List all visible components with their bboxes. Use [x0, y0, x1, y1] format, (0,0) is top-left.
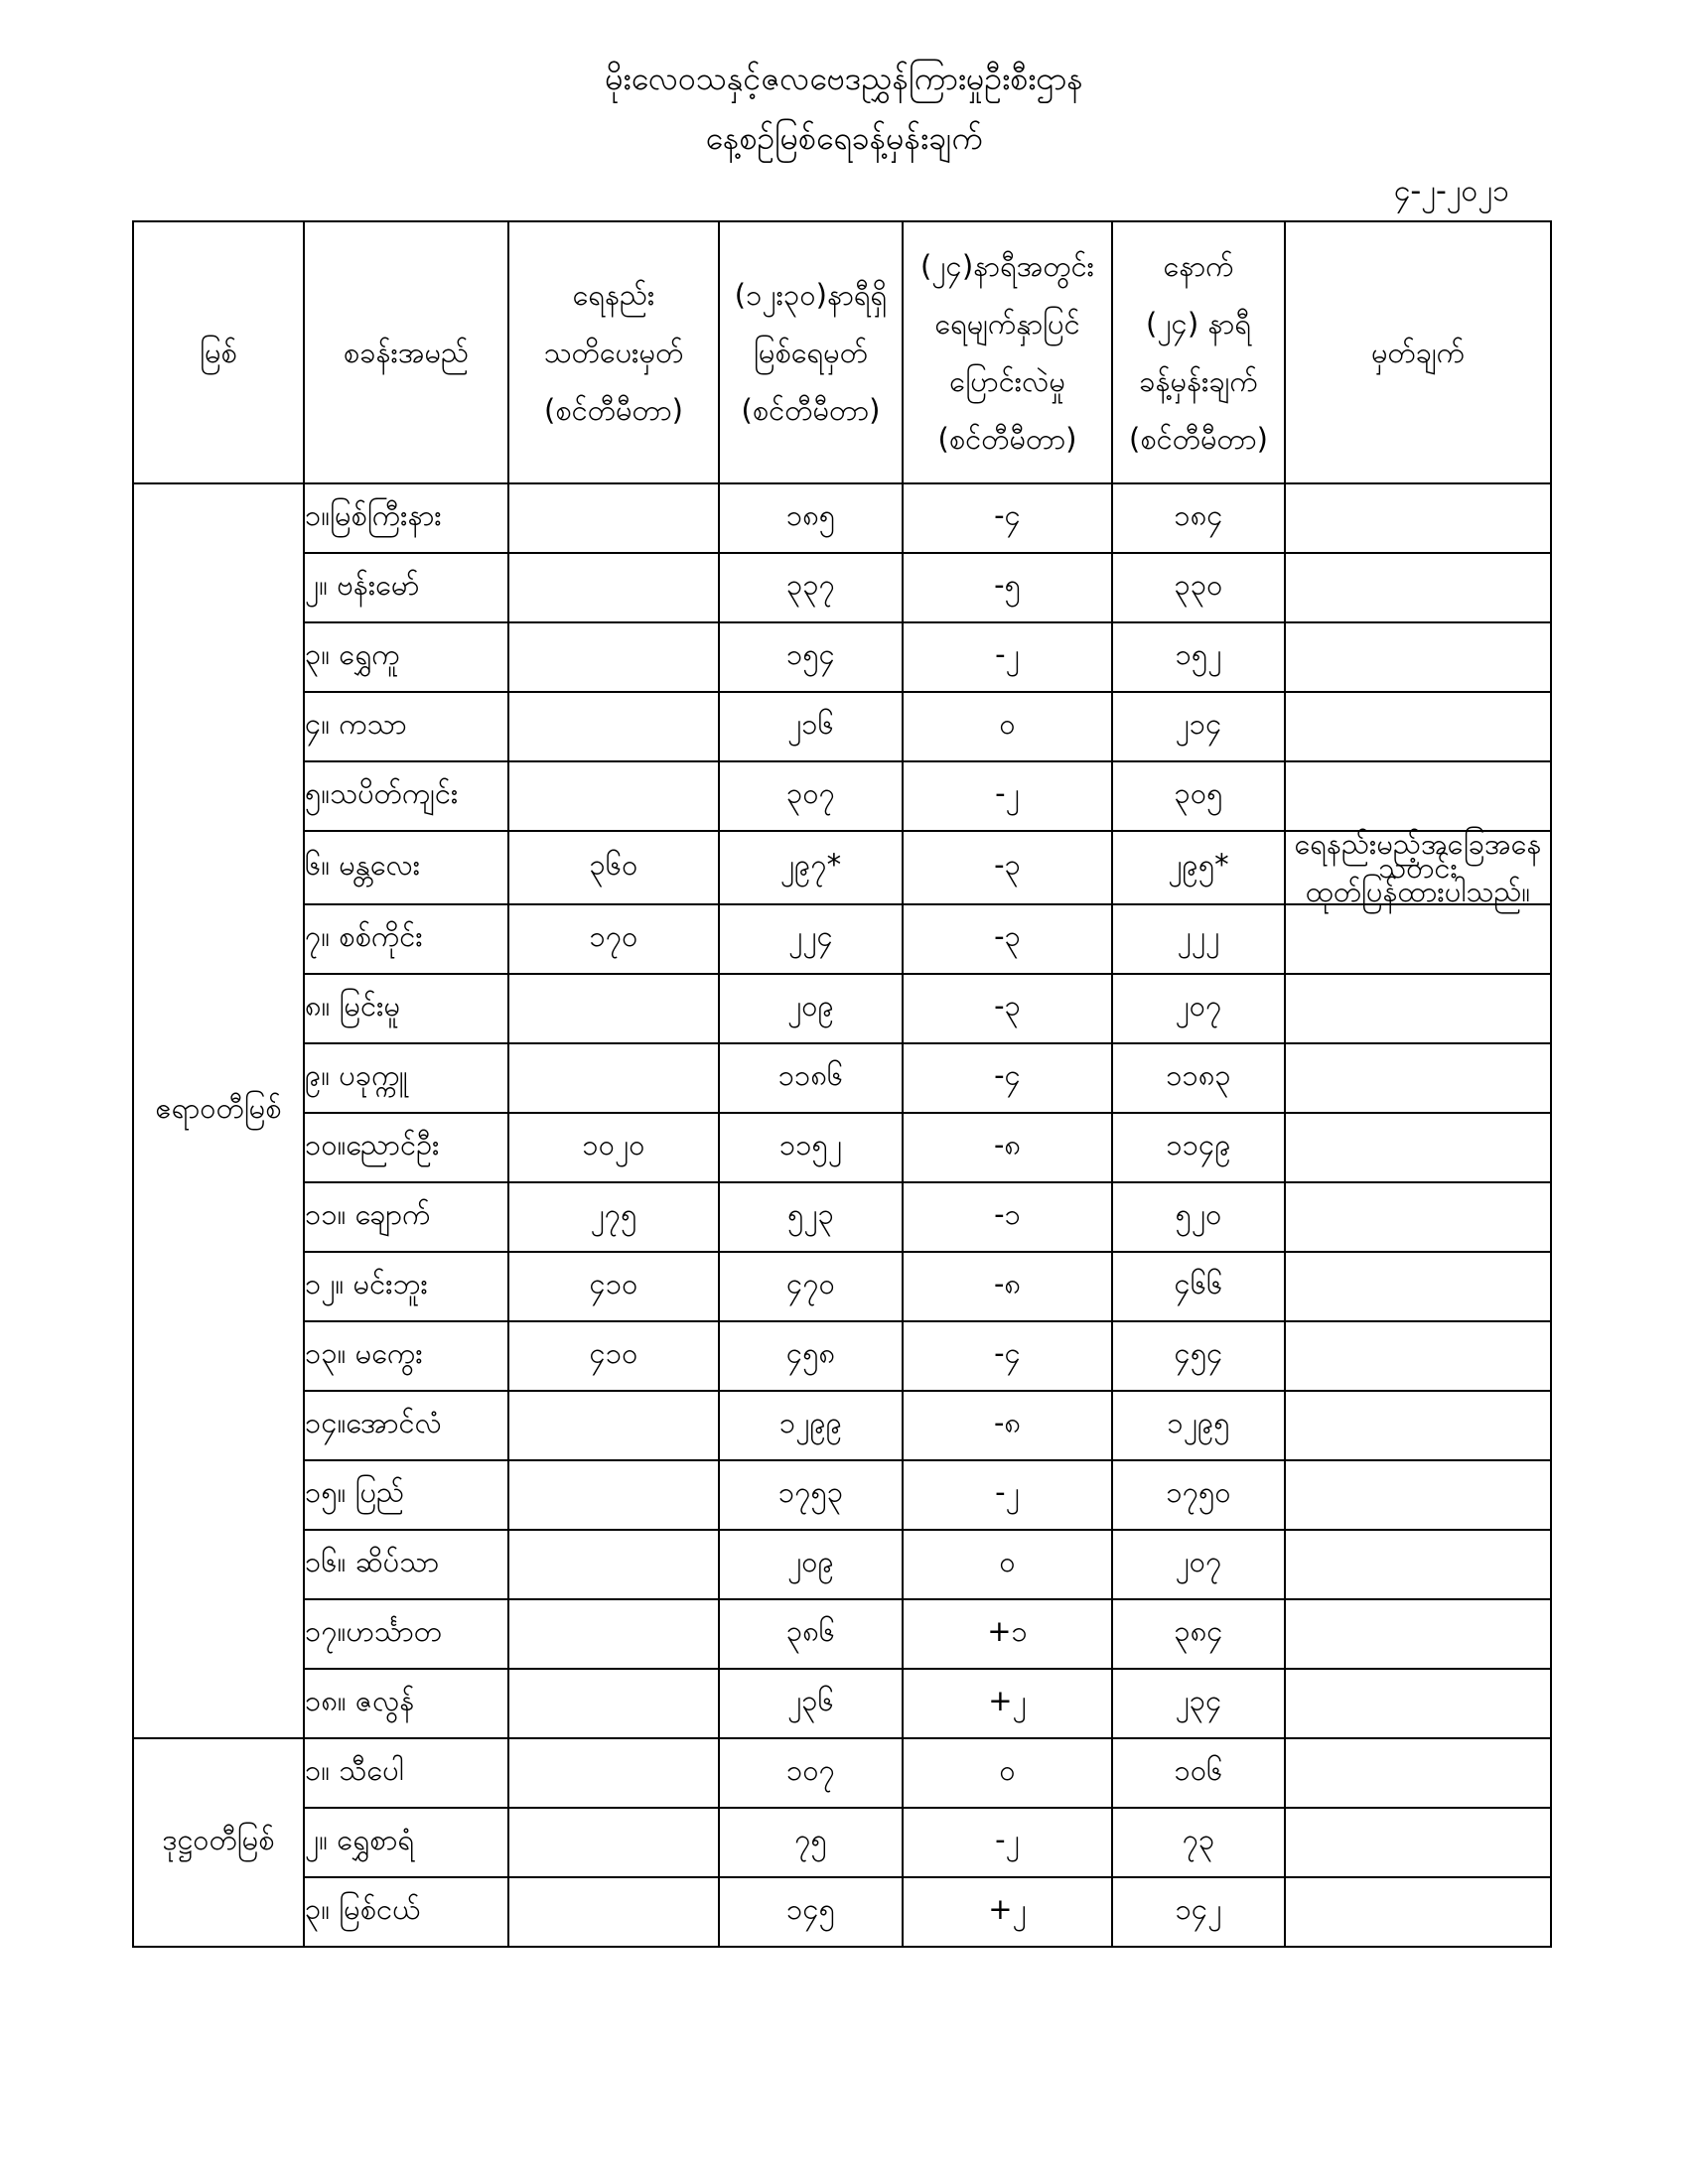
- forecast-level: ၂၂၂: [1112, 904, 1285, 974]
- remark-cell: [1285, 1599, 1551, 1669]
- table-row: [133, 692, 1551, 761]
- col-header-forecast: နောက် (၂၄) နာရီ ခန့်မှန်းချက် (စင်တီမီတာ): [1112, 221, 1285, 483]
- table-row: [133, 1460, 1551, 1530]
- remark-cell: [1285, 1738, 1551, 1808]
- remark-cell: [1285, 622, 1551, 692]
- table-row: [133, 1530, 1551, 1599]
- water-level: ၁၅၄: [719, 622, 903, 692]
- remark-cell: [1285, 827, 1551, 908]
- page-title: မိုးလေဝသနှင့်ဇလဗေဒညွှန်ကြားမှုဦးစီးဌာန: [605, 60, 1083, 97]
- forecast-level: ၃၀၅: [1112, 761, 1285, 831]
- remark-cell: [1285, 1669, 1551, 1738]
- forecast-level: ၃၈၄: [1112, 1599, 1285, 1669]
- table-row: [133, 831, 1551, 904]
- water-level: ၂၀၉: [719, 1530, 903, 1599]
- remark-cell: [1285, 483, 1551, 553]
- water-level: ၄၅၈: [719, 1321, 903, 1391]
- warning-level: [508, 1669, 719, 1738]
- level-change: +၂: [903, 1877, 1112, 1947]
- warning-level: ၂၇၅: [508, 1182, 719, 1252]
- level-change: ၀: [903, 692, 1112, 761]
- level-change: +၂: [903, 1669, 1112, 1738]
- report-date: ၄-၂-၂၀၂၁: [1393, 174, 1509, 208]
- water-level: ၂၂၄: [719, 904, 903, 974]
- level-change: -၅: [903, 553, 1112, 622]
- warning-level: [508, 1391, 719, 1460]
- water-level: ၂၀၉: [719, 974, 903, 1043]
- level-change: -၂: [903, 761, 1112, 831]
- table-row: [133, 1391, 1551, 1460]
- col-header-river: မြစ်: [133, 221, 304, 483]
- col-header-water-level: (၁၂း၃၀)နာရီရှိ မြစ်ရေမှတ် (စင်တီမီတာ): [719, 221, 903, 483]
- station-name: ၁၁။ ချောက်: [304, 1182, 508, 1252]
- station-name: ၁၇။ဟင်္သာတ: [304, 1599, 508, 1669]
- station-name: ၆။ မန္တလေး: [304, 831, 508, 904]
- remark-cell: [1285, 1808, 1551, 1877]
- table-row: [133, 1182, 1551, 1252]
- warning-level: [508, 1808, 719, 1877]
- warning-level: [508, 692, 719, 761]
- table-row: [133, 622, 1551, 692]
- forecast-level: ၁၅၂: [1112, 622, 1285, 692]
- station-name: ၅။သပိတ်ကျင်း: [304, 761, 508, 831]
- remark-line: ရေနည်းမည့်အခြေအနေသတင်း: [1294, 827, 1542, 885]
- col-header-station: စခန်းအမည်: [304, 221, 508, 483]
- forecast-level: ၂၃၄: [1112, 1669, 1285, 1738]
- water-level: ၂၉၇*: [719, 831, 903, 904]
- forecast-level: ၂၀၇: [1112, 1530, 1285, 1599]
- col-header-warning-level: ရေနည်း သတိပေးမှတ် (စင်တီမီတာ): [508, 221, 719, 483]
- level-change: -၈: [903, 1391, 1112, 1460]
- table-header-row: [133, 221, 1551, 483]
- station-name: ၃။ ရွှေကူ: [304, 622, 508, 692]
- forecast-level: ၁၁၈၃: [1112, 1043, 1285, 1113]
- station-name: ၁၀။ညောင်ဦး: [304, 1113, 508, 1182]
- remark-cell: [1285, 974, 1551, 1043]
- forecast-level: ၄၅၄: [1112, 1321, 1285, 1391]
- remark-line: ထုတ်ပြန်ထားပါသည်။: [1305, 875, 1531, 908]
- level-change: ၀: [903, 1738, 1112, 1808]
- level-change: -၂: [903, 622, 1112, 692]
- table-row: [133, 761, 1551, 831]
- station-name: ၄။ ကသာ: [304, 692, 508, 761]
- water-level: ၄၇၀: [719, 1252, 903, 1321]
- table-row: [133, 1669, 1551, 1738]
- warning-level: ၄၁၀: [508, 1252, 719, 1321]
- forecast-level: ၃၃၀: [1112, 553, 1285, 622]
- level-change: -၃: [903, 974, 1112, 1043]
- level-change: -၄: [903, 483, 1112, 553]
- station-name: ၁၈။ ဇလွန်: [304, 1669, 508, 1738]
- warning-level: ၁၀၂၀: [508, 1113, 719, 1182]
- level-change: -၃: [903, 831, 1112, 904]
- level-change: -၃: [903, 904, 1112, 974]
- col-header-24h-change: (၂၄)နာရီအတွင်း ရေမျက်နှာပြင် ပြောင်းလဲမှု (စင်တီမီတာ): [903, 221, 1112, 483]
- water-level: ၅၂၃: [719, 1182, 903, 1252]
- remark-cell: [1285, 1321, 1551, 1391]
- warning-level: [508, 1530, 719, 1599]
- level-change: -၄: [903, 1321, 1112, 1391]
- forecast-level: ၂၀၇: [1112, 974, 1285, 1043]
- warning-level: [508, 761, 719, 831]
- warning-level: [508, 974, 719, 1043]
- station-name: ၉။ ပခုက္ကူ: [304, 1043, 508, 1113]
- water-level: ၁၂၉၉: [719, 1391, 903, 1460]
- warning-level: [508, 1043, 719, 1113]
- table-row: [133, 1321, 1551, 1391]
- water-level: ၂၁၆: [719, 692, 903, 761]
- water-level: ၇၅: [719, 1808, 903, 1877]
- table-row: [133, 483, 1551, 553]
- station-name: ၁၅။ ပြည်: [304, 1460, 508, 1530]
- forecast-level: ၁၈၄: [1112, 483, 1285, 553]
- remark-cell: [1285, 1530, 1551, 1599]
- table-row: [133, 1738, 1551, 1808]
- forecast-level: ၂၁၄: [1112, 692, 1285, 761]
- remark-cell: [1285, 904, 1551, 974]
- remark-cell: [1285, 1391, 1551, 1460]
- station-name: ၃။ မြစ်ငယ်: [304, 1877, 508, 1947]
- table-row: [133, 974, 1551, 1043]
- forecast-level: ၁၁၄၉: [1112, 1113, 1285, 1182]
- water-level: ၁၄၅: [719, 1877, 903, 1947]
- warning-level: ၃၆၀: [508, 831, 719, 904]
- level-change: -၂: [903, 1808, 1112, 1877]
- level-change: -၈: [903, 1252, 1112, 1321]
- table-row: [133, 1252, 1551, 1321]
- level-change: -၁: [903, 1182, 1112, 1252]
- remark-cell: [1285, 1877, 1551, 1947]
- forecast-level: ၂၉၅*: [1112, 831, 1285, 904]
- level-change: ၀: [903, 1530, 1112, 1599]
- forecast-level: ၁၂၉၅: [1112, 1391, 1285, 1460]
- remark-cell: [1285, 1252, 1551, 1321]
- level-change: -၄: [903, 1043, 1112, 1113]
- table-row: [133, 1877, 1551, 1947]
- water-level: ၁၇၅၃: [719, 1460, 903, 1530]
- river-level-table: [132, 220, 1552, 1948]
- station-name: ၂။ ဗန်းမော်: [304, 553, 508, 622]
- station-name: ၂။ ရွှေစာရံ: [304, 1808, 508, 1877]
- table-row: [133, 904, 1551, 974]
- col-header-remarks: မှတ်ချက်: [1285, 221, 1551, 483]
- page-subtitle: နေ့စဉ်မြစ်ရေခန့်မှန်းချက်: [705, 119, 983, 157]
- remark-cell: [1285, 1043, 1551, 1113]
- level-change: +၁: [903, 1599, 1112, 1669]
- river-name-cell: ဒုဋ္ဌဝတီမြစ်: [133, 1738, 304, 1947]
- warning-level: [508, 1877, 719, 1947]
- level-change: -၂: [903, 1460, 1112, 1530]
- water-level: ၂၃၆: [719, 1669, 903, 1738]
- warning-level: [508, 553, 719, 622]
- table-row: [133, 1043, 1551, 1113]
- level-change: -၈: [903, 1113, 1112, 1182]
- remark-cell: [1285, 1113, 1551, 1182]
- water-level: ၃၈၆: [719, 1599, 903, 1669]
- forecast-level: ၁၀၆: [1112, 1738, 1285, 1808]
- warning-level: ၁၇၀: [508, 904, 719, 974]
- station-name: ၇။ စစ်ကိုင်း: [304, 904, 508, 974]
- forecast-level: ၄၆၆: [1112, 1252, 1285, 1321]
- warning-level: [508, 1738, 719, 1808]
- warning-level: [508, 1599, 719, 1669]
- forecast-level: ၁၇၅၀: [1112, 1460, 1285, 1530]
- table-row: [133, 1599, 1551, 1669]
- water-level: ၃၀၇: [719, 761, 903, 831]
- water-level: ၁၁၅၂: [719, 1113, 903, 1182]
- warning-level: ၄၁၀: [508, 1321, 719, 1391]
- remark-cell: [1285, 692, 1551, 761]
- station-name: ၁။မြစ်ကြီးနား: [304, 483, 508, 553]
- station-name: ၁၄။အောင်လံ: [304, 1391, 508, 1460]
- warning-level: [508, 483, 719, 553]
- station-name: ၁။ သီပေါ: [304, 1738, 508, 1808]
- water-level: ၁၁၈၆: [719, 1043, 903, 1113]
- station-name: ၈။ မြင်းမူ: [304, 974, 508, 1043]
- table-row: [133, 553, 1551, 622]
- station-name: ၁၂။ မင်းဘူး: [304, 1252, 508, 1321]
- river-name-cell: ဧရာဝတီမြစ်: [133, 483, 304, 1738]
- remark-cell: [1285, 761, 1551, 831]
- remark-cell: [1285, 553, 1551, 622]
- water-level: ၃၃၇: [719, 553, 903, 622]
- remark-cell: [1285, 1182, 1551, 1252]
- water-level: ၁၈၅: [719, 483, 903, 553]
- station-name: ၁၃။ မကွေး: [304, 1321, 508, 1391]
- warning-level: [508, 1460, 719, 1530]
- forecast-level: ၇၃: [1112, 1808, 1285, 1877]
- forecast-level: ၁၄၂: [1112, 1877, 1285, 1947]
- forecast-level: ၅၂၀: [1112, 1182, 1285, 1252]
- water-level: ၁၀၇: [719, 1738, 903, 1808]
- remark-cell: [1285, 1460, 1551, 1530]
- station-name: ၁၆။ ဆိပ်သာ: [304, 1530, 508, 1599]
- table-row: [133, 1808, 1551, 1877]
- table-row: [133, 1113, 1551, 1182]
- warning-level: [508, 622, 719, 692]
